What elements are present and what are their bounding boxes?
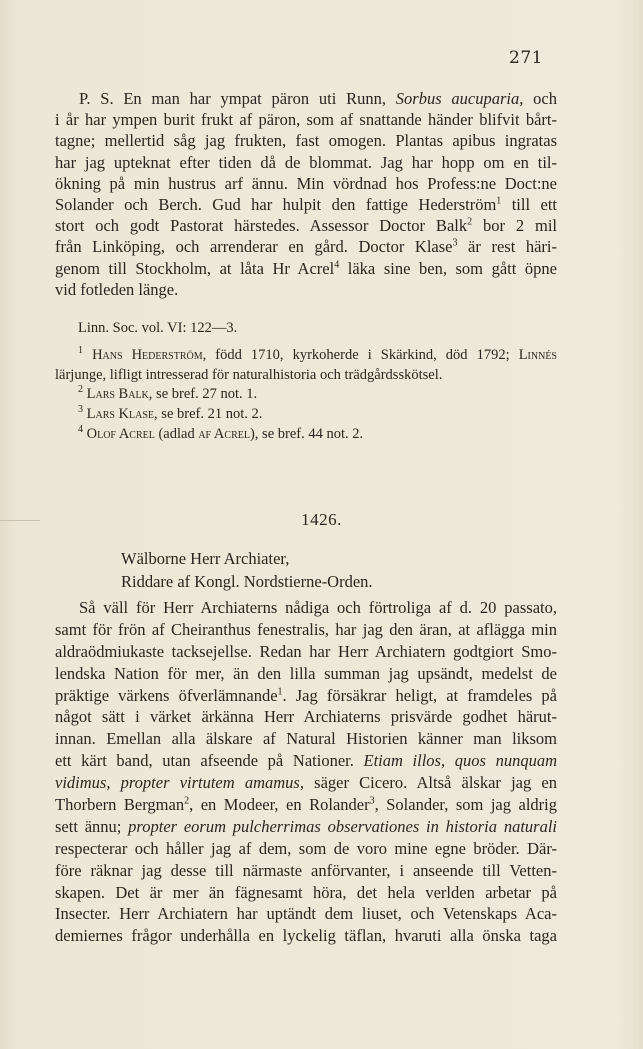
text-line: något sätt i värket ärkänna Herr Archiaterns prisvärde godhet härut- — [55, 707, 557, 727]
text-line: aldraödmiukaste tacksejellse. Redan har Herr Archiatern godtgiort Smo- — [55, 641, 557, 661]
text-line: sett ännu; propter eorum pulcherrimas observationes in historia naturali — [55, 816, 557, 836]
text-line: skapen. Det är mer än fägnesamt höra, det hela verlden arbetar på — [55, 882, 557, 902]
text-line: Thorbern Bergman$^2$, en Modeer, en Rolander$^3$, Solander, som jag aldrig — [55, 795, 557, 815]
text-line: tagne; mellertid såg jag frukten, fast omogen. Plantas apibus ingratas — [55, 131, 557, 151]
text-line: lendska Nation för mer, än den lilla summan jag upsändt, medelst de — [55, 663, 557, 683]
text-line: ett kärt band, utan afseende på Nationer. Etiam illos, quos nunquam — [55, 751, 557, 771]
text-line: genom till Stockholm, at låta Hr Acrel$^4$ läka sine ben, som gått öpne — [55, 258, 557, 278]
footnote: $^4$ Olof Acrel (adlad af Acrel), se bref. 44 not. 2. — [78, 423, 364, 442]
salutation-line: Riddare af Kongl. Nordstierne-Orden. — [121, 572, 373, 591]
text-line: innan. Emellan alla älskare af Natural Historien känner man liksom — [55, 729, 557, 749]
text-line: Så väll för Herr Archiaterns nådiga och förtroliga af d. 20 passato, — [79, 598, 557, 617]
footnote: $^3$ Lars Klase, se bref. 21 not. 2. — [78, 404, 263, 423]
text-line: stort och godt Pastorat härstedes. Assessor Doctor Balk$^2$ bor 2 mil — [55, 216, 558, 236]
text-line: präktige värkens öfverlämnande$^1$. Jag försäkrar heligt, at framdeles på — [55, 685, 558, 705]
text-line: samt för frön af Cheiranthus fenestralis, har jag den äran, at aflägga min — [55, 619, 557, 639]
page-number: 271 — [509, 48, 543, 68]
text-line: från Linköping, och arrenderar en gård. Doctor Klase$^3$ är rest häri- — [55, 237, 558, 257]
source-citation: Linn. Soc. vol. VI: 122—3. — [78, 320, 238, 336]
footnote: $^2$ Lars Balk, se bref. 27 not. 1. — [78, 384, 258, 403]
salutation — [121, 547, 373, 593]
postscript-paragraph — [55, 88, 557, 300]
text-line: vid fotleden länge. — [55, 279, 179, 299]
text-line: ökning på min hustrus arf ännu. Min vördnad hos Profess:ne Doct:ne — [55, 173, 557, 193]
text-line: Solander och Berch. Gud har hulpit den fattige Hederström$^1$ till ett — [55, 194, 557, 214]
text-line: Insecter. Herr Archiatern har uptändt dem liuset, och Vetenskaps Aca- — [55, 904, 557, 924]
text-line: före räknar jag desse till närmaste anförvanter, i anseende till Vetten- — [55, 860, 557, 880]
letter-number: 1426. — [301, 510, 342, 529]
footnote: $^1$ Hans Hederström, född 1710, kyrkoherde i Skärkind, död 1792; Linnés — [78, 345, 557, 363]
salutation-line: Wälborne Herr Archiater, — [121, 549, 290, 568]
text-line: vidimus, propter virtutem amamus, säger Cicero. Altså älskar jag en — [55, 773, 557, 793]
text-line: i år har ympen burit frukt af päron, som af snattande händer blifvit bårt- — [55, 110, 557, 130]
text-line: demiernes frågor underhålla en lyckelig täflan, hvaruti alla önska taga — [55, 926, 557, 946]
text-line: har jag upteknat efter tiden då de blommat. Jag har hopp om en til- — [55, 152, 557, 172]
footnote-continuation: lärjunge, lifligt intresserad för naturalhistoria och trädgårdsskötsel. — [55, 366, 443, 383]
letter-paragraph — [55, 597, 557, 947]
footnotes — [55, 346, 557, 444]
text-line: respecterar och håller jag af dem, som de voro mine egne bröder. Där- — [55, 838, 557, 858]
text-line: P. S. En man har ympat päron uti Runn, Sorbus aucuparia, och — [79, 89, 558, 108]
